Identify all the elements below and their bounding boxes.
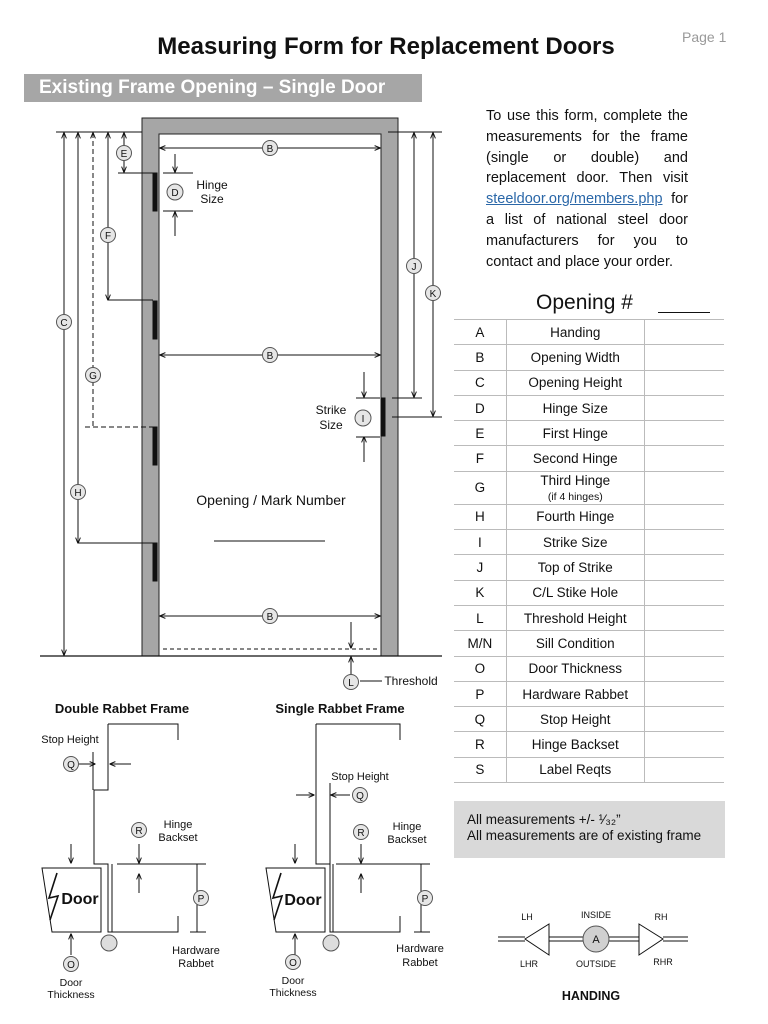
row-key: E [454,421,506,446]
threshold-label: Threshold [384,674,438,688]
strike-size-label-2: Size [319,418,343,432]
hardware-rabbet-single-1: Hardware [396,943,444,955]
row-label-text: Opening Width [530,349,620,365]
hinge-2 [153,301,157,339]
hinge-size-label-2: Size [200,192,224,206]
row-label-text: Hinge Backset [531,737,619,753]
row-sublabel: (if 4 hinges) [547,490,603,503]
label-g: G [89,371,97,382]
double-rabbet-title: Double Rabbet Frame [54,701,190,716]
single-rabbet-title: Single Rabbet Frame [275,701,405,716]
hinge-4 [153,543,157,581]
row-key: A [454,320,506,345]
handing-outside: OUTSIDE [575,959,617,969]
label-e: E [120,149,128,160]
hinge-backset-double-2: Backset [158,832,198,844]
label-r-double: R [135,826,143,837]
members-link[interactable]: steeldoor.org/members.php [486,191,663,208]
door-opening [159,134,381,656]
door-thickness-double-1: Door [59,977,83,989]
door-thickness-double-2: Thickness [47,989,95,1001]
row-key: B [454,345,506,370]
row-key: J [454,555,506,580]
row-key: Q [454,707,506,732]
row-key: P [454,681,506,706]
hardware-rabbet-double-2: Rabbet [178,958,214,970]
label-h: H [74,488,82,499]
row-label-text: Hardware Rabbet [522,686,629,702]
row-label-text: Handing [550,324,601,340]
row-key: F [454,446,506,471]
opening-mark-label: Opening / Mark Number [196,492,346,508]
handing-rhr: RHR [653,957,673,967]
hinge-size-label-1: Hinge [196,178,228,192]
handing-lhr: LHR [519,959,539,969]
row-label-text: Door Thickness [528,661,623,677]
handing-rh: RH [654,912,668,922]
tolerance-note: All measurements +/- ¹⁄₃₂” [467,812,621,827]
label-c: C [60,318,68,329]
section-banner: Existing Frame Opening – Single Door [24,74,422,102]
label-i: I [361,414,365,425]
door-thickness-single-2: Thickness [269,987,317,999]
row-label-text: Fourth Hinge [536,509,615,525]
stop-height-label-single: Stop Height [331,771,389,783]
label-l: L [348,678,354,689]
row-key: R [454,732,506,757]
row-key: G [454,471,506,504]
opening-number-label: Opening # [536,291,633,314]
label-f: F [104,231,112,242]
handing-title: HANDING [561,989,621,1003]
existing-frame-note: All measurements are of existing frame [467,828,702,843]
row-label-text: Stop Height [540,711,611,727]
row-label-text: Top of Strike [537,560,613,576]
row-key: O [454,656,506,681]
row-label-text: Strike Size [543,534,608,550]
instructions-text: To use this form, complete the measurements for the frame (single or double) and replacement door. Then visit [486,108,688,187]
hinge-backset-single-2: Backset [387,834,427,846]
row-label-text: Opening Height [528,375,623,391]
form-title: Measuring Form for Replacement Doors [157,33,615,60]
row-label-text: First Hinge [542,425,608,441]
door-label-double: Door [61,891,99,908]
strike-plate [381,398,385,436]
row-label-text: Threshold Height [523,610,627,626]
door-label-single: Door [284,892,322,909]
label-b-bottom: B [266,612,274,623]
row-key: H [454,504,506,529]
row-label-text: Second Hinge [532,451,618,467]
row-key: I [454,530,506,555]
page-number: Page 1 [682,29,727,45]
hinge-1 [153,173,157,211]
hinge-backset-single-1: Hinge [392,821,422,833]
label-p-double: P [197,894,205,905]
row-key: D [454,395,506,420]
label-a: A [592,934,600,946]
instructions-text-end: for a list of national steel door manufacturers for you to contact and place your order. [486,191,688,270]
label-q-double: Q [67,760,75,771]
label-b-mid: B [266,351,274,362]
row-key: M/N [454,631,506,656]
hardware-rabbet-single-2: Rabbet [402,957,438,969]
row-key: K [454,580,506,605]
label-d: D [171,188,179,199]
label-b-top: B [266,144,274,155]
row-label-text: Hinge Size [542,400,608,416]
handing-lh: LH [521,912,533,922]
label-r-single: R [357,828,365,839]
row-key: L [454,605,506,630]
row-key: C [454,370,506,395]
label-j: J [411,262,417,273]
handing-inside: INSIDE [580,910,612,920]
row-label-text: Label Reqts [539,762,612,778]
label-o-double: O [67,960,75,971]
hinge-backset-double-1: Hinge [163,819,193,831]
row-label-text: Sill Condition [535,635,615,651]
label-o-single: O [289,958,297,969]
row-key: S [454,757,506,782]
hinge-3 [153,427,157,465]
label-k: K [429,289,437,300]
stop-height-label-double: Stop Height [41,734,99,746]
door-thickness-single-1: Door [281,975,305,987]
label-p-single: P [421,894,429,905]
strike-size-label-1: Strike [315,403,347,417]
row-label-text: Third Hinge [540,472,611,488]
row-label-text: C/L Stike Hole [532,585,619,601]
hardware-rabbet-double-1: Hardware [172,945,220,957]
label-q-single: Q [356,791,364,802]
